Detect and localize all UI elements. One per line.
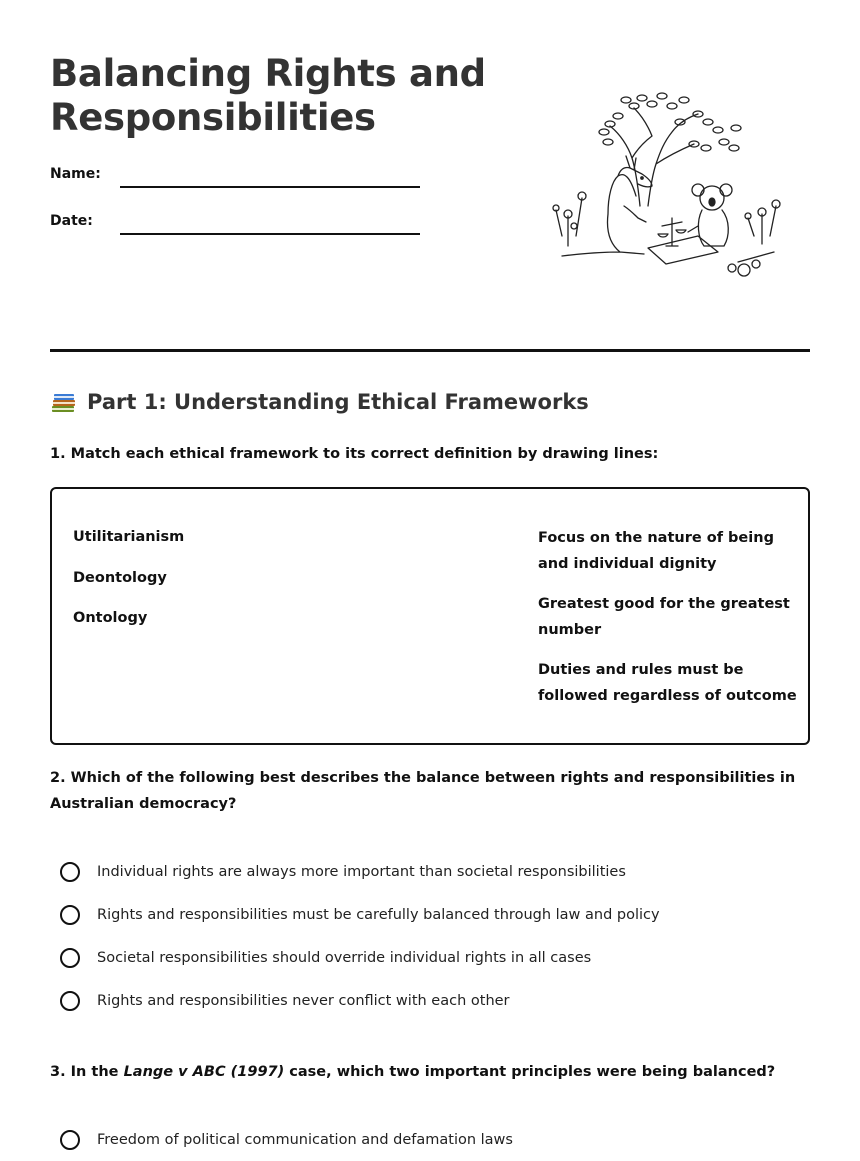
question-3-prompt xyxy=(50,1059,820,1085)
option-label: Individual rights are always more important than societal responsibilities xyxy=(97,864,626,880)
option-label: Freedom of political communication and defamation laws xyxy=(97,1132,513,1148)
kangaroo-koala-illustration xyxy=(548,86,788,286)
section-divider xyxy=(50,349,810,352)
part1-title: Part 1: Understanding Ethical Frameworks xyxy=(87,390,589,414)
q3-prompt-start: 3. In the xyxy=(50,1064,124,1080)
definition-3[interactable]: Duties and rules must be followed regardless of outcome xyxy=(538,662,797,704)
part1-heading xyxy=(50,388,589,416)
date-label: Date: xyxy=(50,213,93,229)
date-write-line[interactable] xyxy=(120,233,420,235)
name-write-line[interactable] xyxy=(120,186,420,188)
books-icon xyxy=(50,388,78,416)
radio-button[interactable] xyxy=(60,991,80,1011)
title-line-2: Responsibilities xyxy=(50,96,376,139)
q3-prompt-end: case, which two important principles were being balanced? xyxy=(284,1064,776,1080)
term-deontology[interactable]: Deontology xyxy=(73,570,167,586)
term-utilitarianism[interactable]: Utilitarianism xyxy=(73,529,185,545)
option-label: Societal responsibilities should override individual rights in all cases xyxy=(97,950,592,966)
radio-button[interactable] xyxy=(60,862,80,882)
definition-2[interactable]: Greatest good for the greatest number xyxy=(538,596,790,638)
term-ontology[interactable]: Ontology xyxy=(73,610,148,626)
radio-button[interactable] xyxy=(60,948,80,968)
radio-button[interactable] xyxy=(60,905,80,925)
question-1-prompt: 1. Match each ethical framework to its correct definition by drawing lines: xyxy=(50,446,659,462)
worksheet-title xyxy=(50,52,486,140)
date-field[interactable] xyxy=(50,213,93,229)
q2-option-3[interactable] xyxy=(60,945,591,971)
name-label: Name: xyxy=(50,166,101,182)
q3-option-1[interactable] xyxy=(60,1127,513,1153)
q2-option-4[interactable] xyxy=(60,988,510,1014)
option-label: Rights and responsibilities must be carefully balanced through law and policy xyxy=(97,907,660,923)
definition-1[interactable]: Focus on the nature of being and individual dignity xyxy=(538,530,774,572)
q2-option-1[interactable] xyxy=(60,859,626,885)
q2-option-2[interactable] xyxy=(60,902,660,928)
title-line-1: Balancing Rights and xyxy=(50,52,486,95)
radio-button[interactable] xyxy=(60,1130,80,1150)
name-field[interactable] xyxy=(50,166,101,182)
q3-case-name: Lange v ABC (1997) xyxy=(123,1064,285,1080)
question-2-prompt: 2. Which of the following best describes the balance between rights and responsibilities in Australian democracy? xyxy=(50,770,796,812)
matching-box[interactable] xyxy=(50,487,810,745)
option-label: Rights and responsibilities never conflict with each other xyxy=(97,993,510,1009)
